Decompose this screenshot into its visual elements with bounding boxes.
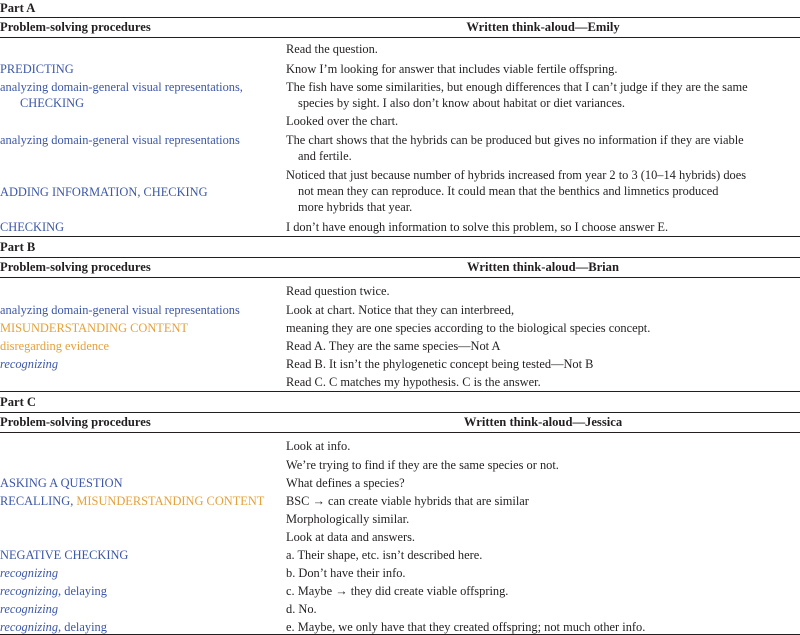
part-c-row-4-text: BSC → can create viable hybrids that are similar: [286, 494, 529, 508]
part-c-top-rule: [0, 391, 800, 392]
part-b-row-4-procedure: disregarding evidence: [0, 339, 110, 353]
part-a-row-6-text-line3: more hybrids that year.: [298, 200, 413, 214]
part-c-row-7-procedure: NEGATIVE CHECKING: [0, 548, 129, 562]
part-c-row-11-procedure-recognizing: recognizing: [0, 620, 59, 634]
part-b-row-2-text: Look at chart. Notice that they can interbreed,: [286, 303, 515, 317]
part-c-row-9-procedure-recognizing: recognizing: [0, 584, 59, 598]
part-a-row-3-procedure: [0, 79, 282, 111]
part-b-top-rule: [0, 236, 800, 237]
part-c-row-5-text: Morphologically similar.: [286, 512, 410, 526]
part-b-mid-rule: [0, 257, 800, 258]
part-a-row-5-text-line2: and fertile.: [298, 149, 352, 163]
part-a-header-rule: [0, 37, 800, 38]
part-a-top-rule: [0, 17, 800, 18]
part-b-row-3-procedure: MISUNDERSTANDING CONTENT: [0, 321, 188, 335]
part-c-row-11-procedure: [0, 619, 282, 635]
part-a-row-5-text: [286, 132, 798, 164]
part-c-row-10-text: d. No.: [286, 602, 317, 616]
part-c-row-8-text: b. Don’t have their info.: [286, 566, 406, 580]
part-c-row-6-text: Look at data and answers.: [286, 530, 416, 544]
part-b-header-rule: [0, 277, 800, 278]
part-a-row-3-text-line1: The fish have some similarities, but enough differences that I can’t judge if they are the same: [286, 80, 748, 94]
part-a-row-6-text-line2: not mean they can reproduce. It could mean that the benthics and limnetics produced: [298, 184, 719, 198]
part-c-row-4-procedure-recalling: RECALLING,: [0, 494, 77, 508]
part-c-row-4-procedure: [0, 493, 282, 509]
part-a-row-7-procedure: CHECKING: [0, 220, 65, 234]
part-b-row-5-procedure: recognizing: [0, 357, 59, 371]
part-c-row-9-procedure: [0, 583, 282, 599]
part-a-header-thinkaloud: Written think-aloud—Emily: [466, 20, 620, 34]
part-a-row-5-text-line1: The chart shows that the hybrids can be produced but gives no information if they are viable: [286, 133, 744, 147]
part-c-row-8-procedure: recognizing: [0, 566, 59, 580]
part-a-row-2-text: Know I’m looking for answer that includes viable fertile offspring.: [286, 62, 618, 76]
part-b-row-2-procedure: analyzing domain-general visual representations: [0, 303, 240, 317]
part-c-row-9-procedure-delaying: , delaying: [58, 584, 107, 598]
part-a-header-procedures: Problem-solving procedures: [0, 20, 151, 34]
part-a-row-6-text-line1: Noticed that just because number of hybrids increased from year 2 to 3 (10–14 hybrids) does: [286, 168, 747, 182]
part-b-row-3-text: meaning they are one species according to the biological species concept.: [286, 321, 651, 335]
part-a-row-7-text: I don’t have enough information to solve this problem, so I choose answer E.: [286, 220, 669, 234]
part-b-row-6-text: Read C. C matches my hypothesis. C is the answer.: [286, 375, 541, 389]
part-a-row-2-procedure: PREDICTING: [0, 62, 74, 76]
part-c-mid-rule: [0, 412, 800, 413]
part-c-row-3-procedure: ASKING A QUESTION: [0, 476, 123, 490]
part-a-row-1-text: Read the question.: [286, 42, 378, 56]
part-a-row-3-text: [286, 79, 798, 111]
part-c-row-1-text: Look at info.: [286, 439, 351, 453]
part-c-row-9-text: c. Maybe → they did create viable offspring.: [286, 584, 509, 598]
part-b-row-1-text: Read question twice.: [286, 284, 390, 298]
part-a-row-4-text: Looked over the chart.: [286, 114, 399, 128]
part-a-row-6-text: [286, 167, 798, 215]
part-c-header: [0, 415, 800, 433]
part-c-row-3-text: What defines a species?: [286, 476, 405, 490]
part-c-row-11-procedure-delaying: , delaying: [58, 620, 107, 634]
part-c-row-11-text: e. Maybe, we only have that they created offspring; not much other info.: [286, 620, 646, 634]
part-a-row-3-procedure-line2: CHECKING: [20, 96, 85, 110]
part-a-row-3-text-line2: species by sight. I also don’t know about habitat or diet variances.: [298, 96, 626, 110]
part-b-row-5-text: Read B. It isn’t the phylogenetic concept being tested—Not B: [286, 357, 594, 371]
part-a-header: [0, 20, 800, 38]
part-b-header-thinkaloud: Written think-aloud—Brian: [467, 260, 619, 274]
part-a-title: Part A: [0, 1, 36, 15]
part-c-row-7-text: a. Their shape, etc. isn’t described here.: [286, 548, 483, 562]
part-a-row-6-procedure: ADDING INFORMATION, CHECKING: [0, 185, 208, 199]
part-b-row-4-text: Read A. They are the same species—Not A: [286, 339, 501, 353]
part-c-title: Part C: [0, 395, 37, 409]
part-b-header: [0, 260, 800, 278]
part-c-row-2-text: We’re trying to find if they are the same species or not.: [286, 458, 559, 472]
part-c-header-procedures: Problem-solving procedures: [0, 415, 151, 429]
part-c-row-10-procedure: recognizing: [0, 602, 59, 616]
part-c-header-rule: [0, 432, 800, 433]
part-b-title: Part B: [0, 240, 36, 254]
part-a-row-3-procedure-line1: analyzing domain-general visual representations,: [0, 80, 243, 94]
part-c-header-thinkaloud: Written think-aloud—Jessica: [463, 415, 623, 429]
part-b-header-procedures: Problem-solving procedures: [0, 260, 151, 274]
part-c-row-4-procedure-misunderstanding: MISUNDERSTANDING CONTENT: [76, 494, 265, 508]
part-a-row-5-procedure: analyzing domain-general visual representations: [0, 133, 240, 147]
